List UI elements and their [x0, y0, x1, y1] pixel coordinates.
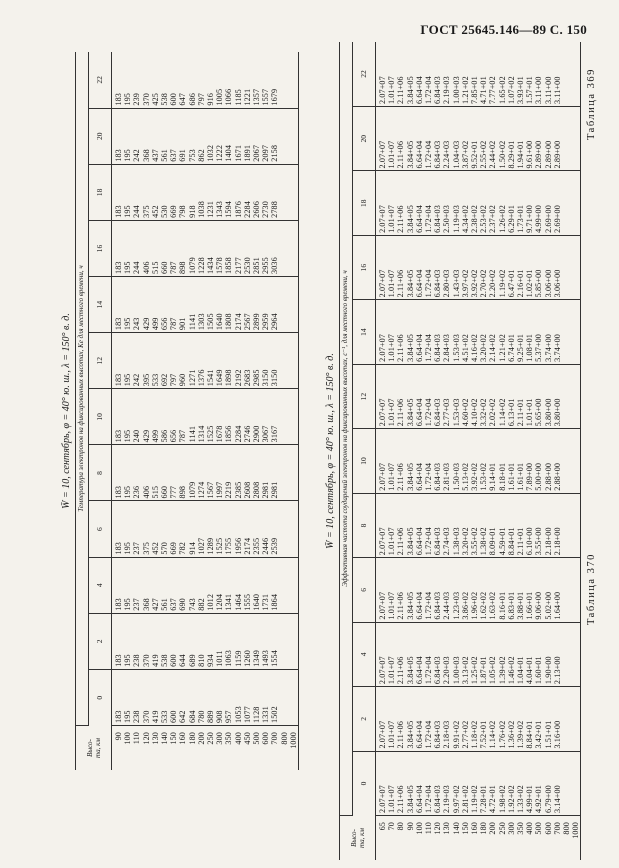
- hour-column: 183 195 238 370 419 538 600 644 689 810 934 1011 1063 1159 1260 1349 1493 1554: [112, 613, 299, 669]
- table-condition: W̄ = 10, сентябрь, φ = 40° ю. ш., λ = 150° в. д.: [61, 313, 72, 509]
- hour-header: 14: [353, 300, 376, 364]
- hour-column: 2.07+07 1.01+07 2.11+06 3.84+05 6.64+04 1.72+04 6.84+03 2.74+03 1.38+03 3.20+02 3.55+02 1.38+02 8.09+01 4.59+01 8.84+01 2.11+01 6.10+00 3.55+00 2.18+00 2.18+00: [376, 493, 581, 557]
- hour-header: 0: [353, 751, 376, 815]
- altitude-column: 65 70 80 90 100 110 120 130 140 150 160 180 200 250 300 350 400 500 600 700 800 1000: [378, 822, 581, 839]
- hour-column: 183 195 244 406 515 660 787 898 1079 1228 1434 1578 1858 2177 2530 2851 2955 3036: [112, 220, 299, 276]
- table-condition: W̄ = 10, сентябрь, φ = 40° ю. ш., λ = 150° в. д.: [325, 353, 336, 549]
- hour-column: 2.07+07 1.01+07 2.11+06 3.84+05 6.64+04 1.72+04 6.84+03 2.80+03 1.43+03 3.97+02 3.92+02 2.70+02 2.20+02 1.19+02 6.47+01 2.16+01 1.02+01 5.85+00 3.06+00 3.06+00: [376, 235, 581, 299]
- hour-header: 12: [353, 364, 376, 428]
- table-370-panel: [322, 42, 602, 860]
- hour-header: 14: [89, 277, 112, 333]
- hour-header: 12: [89, 333, 112, 389]
- hour-column: 2.07+07 1.01+07 2.11+06 3.84+05 6.64+04 1.72+04 6.84+03 2.20+03 1.00+03 3.13+02 1.25+02 1.87+01 1.05+02 1.39+02 1.46+02 1.04+01 4.04+01 1.60+01 1.90+00 2.13+00: [376, 622, 581, 686]
- hour-column: 183 195 239 370 425 538 600 647 686 797 916 1005 1066 1185 1221 1357 1557 1679: [112, 52, 299, 108]
- data-table: [339, 42, 581, 860]
- hour-header: 0: [89, 669, 112, 725]
- hour-column: 2.07+07 1.01+07 2.11+06 3.84+05 6.64+04 1.72+04 6.84+03 2.50+03 1.19+03 4.34+02 2.38+02 2.53+02 2.37+02 1.26+02 6.29+01 1.73+01 9.71+00 4.99+00 2.69+00 2.69+00: [376, 171, 581, 235]
- hour-column: 183 195 240 429 499 586 656 787 1141 1314 1525 1678 1856 2284 2746 2900 3067 3167: [112, 389, 299, 445]
- hour-header: 22: [353, 42, 376, 107]
- hour-column: 183 195 243 429 499 656 787 901 1141 1303 1505 1640 1808 2174 2567 2899 2959 2964: [112, 277, 299, 333]
- hour-column: 2.07+07 1.01+07 2.11+06 3.84+05 6.64+04 1.72+04 6.84+03 2.24+03 1.04+03 3.87+02 9.52+01 2.55+02 2.44+02 1.50+02 8.29+01 1.94+01 9.61+00 2.89+00 2.89+00 2.89+00: [376, 107, 581, 171]
- hour-column: 2.07+07 1.01+07 2.11+06 3.84+05 6.64+04 1.72+04 6.84+03 2.84+03 1.53+03 4.51+02 4.16+02 3.20+02 2.14+02 1.21+02 6.74+01 9.25+01 1.08+01 5.37+00 3.74+00 3.74+00: [376, 300, 581, 364]
- hour-column: 2.07+07 1.01+07 2.11+06 3.84+05 6.64+04 1.72+04 6.84+03 2.19+03 1.00+03 1.21+02 7.85+01 4.71+01 7.77+02 1.65+02 1.07+02 3.93+01 1.57+01 3.11+00 3.11+00 3.11+00: [376, 42, 581, 107]
- hour-header: 8: [353, 493, 376, 557]
- hour-column: 183 195 244 375 452 530 669 798 918 1038 1231 1343 1594 1876 2284 2606 2730 2788: [112, 164, 299, 220]
- hour-column: 2.07+07 1.01+07 2.11+06 3.84+05 6.64+04 1.72+04 6.84+03 2.19+03 9.97+02 2.81+02 1.19+02 7.28+01 4.72+01 1.98+02 1.92+02 1.33+02 4.99+01 4.92+01 6.79+00 3.14+00: [376, 751, 581, 815]
- hour-column: 2.07+07 1.01+07 2.11+06 3.84+05 6.64+04 1.72+04 6.84+03 2.77+03 1.53+03 4.60+02 4.10+02 3.32+02 2.02+02 1.14+02 6.13+01 2.11+01 1.01+01 5.65+00 3.80+00 3.80+00: [376, 364, 581, 428]
- altitude-header: Высо- та, км: [76, 726, 112, 771]
- hour-column: 183 195 242 395 533 692 797 960 1271 1376 1541 1649 1898 2192 2683 2985 3150 3150: [112, 333, 299, 389]
- quantity-header: Эффективная частота соударений электронов на фиксированных высотах, с⁻¹, для местного времени, ч: [340, 42, 353, 816]
- hour-header: 4: [89, 557, 112, 613]
- hour-header: 4: [353, 622, 376, 686]
- altitude-column: 90 100 110 120 130 140 150 160 180 200 250 300 350 400 450 500 600 700 800 1000: [114, 732, 298, 749]
- hour-header: 22: [89, 52, 112, 108]
- table-row: [376, 42, 581, 860]
- quantity-header: Температура электронов на фиксированных высотах, Кe для местного времени, ч: [76, 52, 89, 726]
- altitude-header: Высо- та, км: [340, 816, 376, 861]
- hour-header: 8: [89, 445, 112, 501]
- hour-header: 2: [89, 613, 112, 669]
- hour-header: 18: [89, 164, 112, 220]
- hour-header: 10: [89, 389, 112, 445]
- hour-header: 20: [89, 108, 112, 164]
- table-369-caption: Таблица 369: [586, 68, 597, 140]
- hour-header: 16: [89, 220, 112, 276]
- hour-header: 18: [353, 171, 376, 235]
- table-370-caption: Таблица 370: [586, 553, 597, 625]
- hour-column: 2.07+07 1.01+07 2.11+06 3.84+05 6.64+04 1.72+04 6.84+03 2.18+03 9.91+02 2.77+02 1.18+02 7.52+01 1.14+02 1.76+02 1.36+02 1.39+02 8.84+01 3.42+01 1.51+01 3.16+00: [376, 687, 581, 751]
- hour-column: 183 195 237 375 452 570 669 782 914 1027 1289 1525 1755 1956 2174 2355 2446 2539: [112, 501, 299, 557]
- hour-column: 2.07+07 1.01+07 2.11+06 3.84+05 6.64+04 1.72+04 6.84+03 2.44+03 1.23+03 3.86+02 1.96+02 1.62+02 1.63+02 8.16+01 6.83+01 3.88+01 1.66+01 9.06+00 5.02+00 1.64+00: [376, 558, 581, 622]
- hour-header: 10: [353, 429, 376, 493]
- hour-column: 183 195 236 406 515 660 777 898 1079 1274 1567 1997 2219 2385 2608 2808 2981 2981: [112, 445, 299, 501]
- data-table: [75, 52, 299, 770]
- table-row: [112, 52, 299, 770]
- hour-header: 20: [353, 107, 376, 171]
- hour-header: 16: [353, 235, 376, 299]
- hour-header: 6: [89, 501, 112, 557]
- hour-header: 2: [353, 687, 376, 751]
- hour-column: 183 195 242 368 437 561 637 691 753 862 1032 1222 1404 1671 1891 2067 2097 2158: [112, 108, 299, 164]
- page-header: ГОСТ 25645.146—89 С. 150: [420, 22, 587, 37]
- hour-column: 2.07+07 1.01+07 2.11+06 3.84+05 6.64+04 1.72+04 6.84+03 2.81+03 1.50+03 5.13+02 3.92+02 1.53+02 9.14+01 8.18+01 1.61+01 1.61+01 7.89+00 5.00+00 2.88+00 2.88+00: [376, 429, 581, 493]
- hour-column: 183 195 237 368 427 561 637 690 743 882 1012 1204 1341 1464 1555 1640 1731 1864: [112, 557, 299, 613]
- hour-header: 6: [353, 558, 376, 622]
- hour-column: 183 195 238 370 419 533 600 642 684 780 889 908 957 1053 1077 1128 1331 1502: [112, 669, 299, 725]
